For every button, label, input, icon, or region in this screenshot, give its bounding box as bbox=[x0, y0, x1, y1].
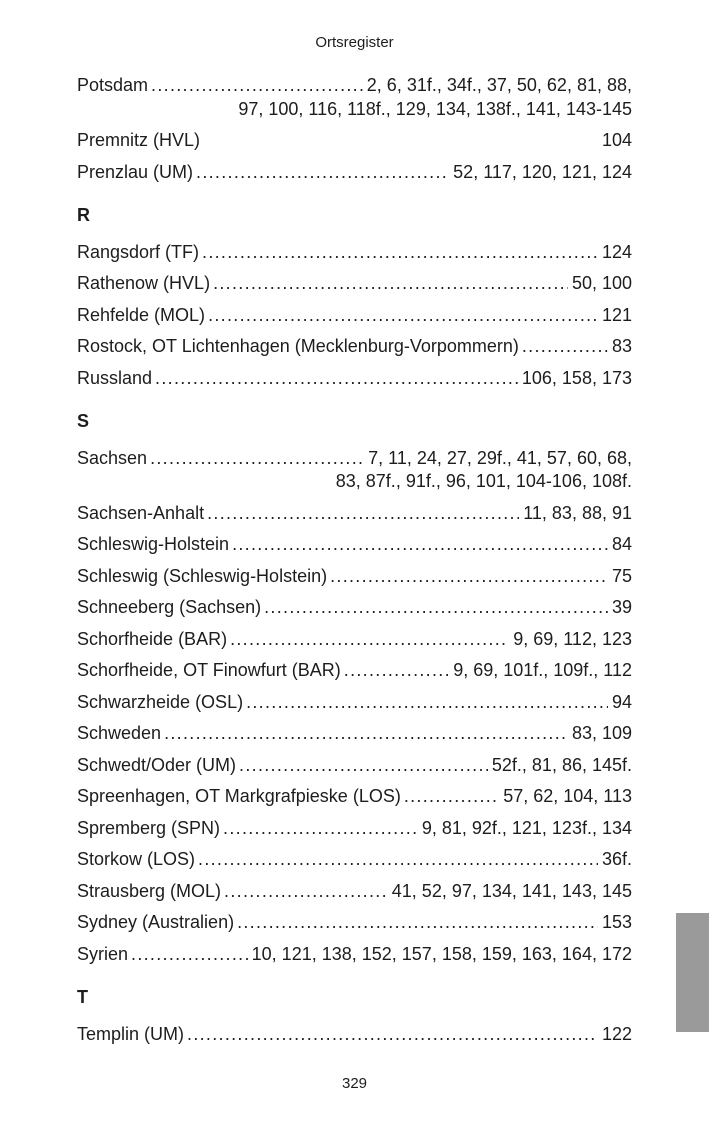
dot-leader bbox=[208, 306, 598, 325]
dot-leader bbox=[522, 337, 608, 356]
index-entry bbox=[77, 76, 632, 95]
entry-pages: 84 bbox=[611, 534, 632, 554]
entry-label: Schleswig-Holstein bbox=[77, 534, 230, 554]
entry-label: Schwarzheide (OSL) bbox=[77, 691, 244, 712]
index-entry bbox=[77, 787, 632, 806]
entry-pages: 122 bbox=[601, 1023, 632, 1044]
entry-pages-continued: 83, 87f., 91f., 96, 101, 104-106, 108f. bbox=[335, 471, 632, 491]
index-entry bbox=[77, 163, 632, 182]
entry-pages: 2, 6, 31f., 34f., 37, 50, 62, 81, 88, bbox=[366, 75, 632, 95]
entry-pages: 41, 52, 97, 134, 141, 143, 145 bbox=[391, 880, 632, 901]
entry-pages: 106, 158, 173 bbox=[521, 367, 632, 388]
dot-leader bbox=[239, 756, 488, 775]
index-entry bbox=[77, 850, 632, 869]
index-list bbox=[77, 76, 632, 1056]
entry-pages: 83, 109 bbox=[571, 723, 632, 743]
entry-label: Prenzlau (UM) bbox=[77, 161, 194, 182]
index-entry bbox=[77, 337, 632, 356]
dot-leader bbox=[131, 945, 248, 964]
dot-leader bbox=[187, 1025, 598, 1044]
dot-leader bbox=[164, 724, 568, 743]
dot-leader bbox=[155, 369, 518, 388]
entry-pages: 83 bbox=[611, 336, 632, 356]
dot-leader bbox=[150, 449, 364, 468]
page-number: 329 bbox=[341, 1075, 368, 1092]
entry-label: Schneeberg (Sachsen) bbox=[77, 597, 262, 617]
dot-leader bbox=[232, 535, 608, 554]
section-letter-heading: R bbox=[77, 204, 90, 225]
dot-leader bbox=[246, 693, 608, 712]
index-entry bbox=[77, 504, 632, 523]
index-entry bbox=[77, 945, 632, 964]
index-entry bbox=[77, 243, 632, 262]
dot-leader bbox=[198, 850, 598, 869]
index-entry bbox=[77, 819, 632, 838]
entry-label: Schwedt/Oder (UM) bbox=[77, 754, 237, 775]
entry-pages: 153 bbox=[601, 912, 632, 932]
dot-leader bbox=[404, 787, 499, 806]
entry-pages: 52, 117, 120, 121, 124 bbox=[453, 161, 632, 182]
index-entry bbox=[77, 306, 632, 325]
entry-label: Spreenhagen, OT Markgrafpieske (LOS) bbox=[77, 786, 401, 806]
entry-label: Potsdam bbox=[77, 75, 149, 95]
dot-leader bbox=[224, 882, 388, 901]
index-entry bbox=[77, 449, 632, 468]
entry-pages: 9, 69, 112, 123 bbox=[513, 628, 632, 649]
entry-pages: 121 bbox=[601, 304, 632, 325]
entry-label: Rathenow (HVL) bbox=[77, 273, 211, 293]
index-entry bbox=[77, 567, 632, 586]
entry-pages: 57, 62, 104, 113 bbox=[503, 786, 632, 806]
entry-label: Rehfelde (MOL) bbox=[77, 304, 206, 325]
dot-leader bbox=[230, 630, 509, 649]
entry-pages: 36f. bbox=[601, 849, 632, 869]
entry-label: Schleswig (Schleswig-Holstein) bbox=[77, 565, 328, 586]
entry-pages: 39 bbox=[611, 597, 632, 617]
entry-pages: 9, 69, 101f., 109f., 112 bbox=[453, 660, 632, 680]
entry-pages: 11, 83, 88, 91 bbox=[523, 502, 632, 523]
entry-label: Storkow (LOS) bbox=[77, 849, 196, 869]
dot-leader bbox=[344, 661, 449, 680]
entry-label: Schweden bbox=[77, 723, 162, 743]
entry-pages: 75 bbox=[611, 565, 632, 586]
entry-pages: 52f., 81, 86, 145f. bbox=[491, 754, 632, 775]
entry-label: Schorfheide, OT Finowfurt (BAR) bbox=[77, 660, 341, 680]
entry-label: Rostock, OT Lichtenhagen (Mecklenburg-Vorpommern) bbox=[77, 336, 519, 356]
entry-pages-continued: 97, 100, 116, 118f., 129, 134, 138f., 141, 143-145 bbox=[238, 98, 632, 119]
dot-leader bbox=[264, 598, 608, 617]
index-entry bbox=[77, 1025, 632, 1044]
entry-label: Russland bbox=[77, 367, 153, 388]
dot-leader bbox=[207, 504, 519, 523]
dot-leader bbox=[223, 819, 418, 838]
running-header: Ortsregister bbox=[315, 34, 394, 51]
entry-pages: 9, 81, 92f., 121, 123f., 134 bbox=[421, 817, 632, 838]
entry-label: Sydney (Australien) bbox=[77, 912, 235, 932]
index-entry bbox=[77, 630, 632, 649]
entry-label: Rangsdorf (TF) bbox=[77, 241, 200, 262]
entry-label: Strausberg (MOL) bbox=[77, 880, 222, 901]
index-entry bbox=[77, 756, 632, 775]
dot-leader bbox=[330, 567, 608, 586]
entry-pages: 124 bbox=[601, 241, 632, 262]
index-entry bbox=[77, 598, 632, 617]
index-entry bbox=[77, 913, 632, 932]
dot-leader bbox=[202, 243, 598, 262]
entry-pages: 7, 11, 24, 27, 29f., 41, 57, 60, 68, bbox=[368, 447, 632, 468]
dot-leader bbox=[237, 913, 598, 932]
entry-pages: 10, 121, 138, 152, 157, 158, 159, 163, 164, 172 bbox=[251, 943, 632, 964]
entry-label: Templin (UM) bbox=[77, 1023, 185, 1044]
entry-label: Syrien bbox=[77, 943, 129, 964]
index-entry bbox=[77, 724, 632, 743]
entry-label: Premnitz (HVL) bbox=[77, 130, 201, 150]
index-entry bbox=[77, 131, 632, 150]
entry-pages: 104 bbox=[601, 130, 632, 150]
dot-leader bbox=[151, 76, 363, 95]
section-letter-heading: S bbox=[77, 410, 90, 431]
thumb-index-tab bbox=[676, 913, 709, 1032]
section-letter-heading: T bbox=[77, 986, 88, 1007]
index-entry bbox=[77, 693, 632, 712]
dot-leader bbox=[196, 163, 449, 182]
index-entry bbox=[77, 535, 632, 554]
index-entry bbox=[77, 882, 632, 901]
index-entry bbox=[77, 369, 632, 388]
entry-label: Sachsen-Anhalt bbox=[77, 502, 205, 523]
entry-pages: 94 bbox=[611, 691, 632, 712]
index-entry bbox=[77, 661, 632, 680]
entry-label: Sachsen bbox=[77, 447, 148, 468]
entry-label: Spremberg (SPN) bbox=[77, 817, 221, 838]
entry-pages: 50, 100 bbox=[571, 273, 632, 293]
index-entry bbox=[77, 274, 632, 293]
dot-leader bbox=[213, 274, 568, 293]
entry-label: Schorfheide (BAR) bbox=[77, 628, 228, 649]
